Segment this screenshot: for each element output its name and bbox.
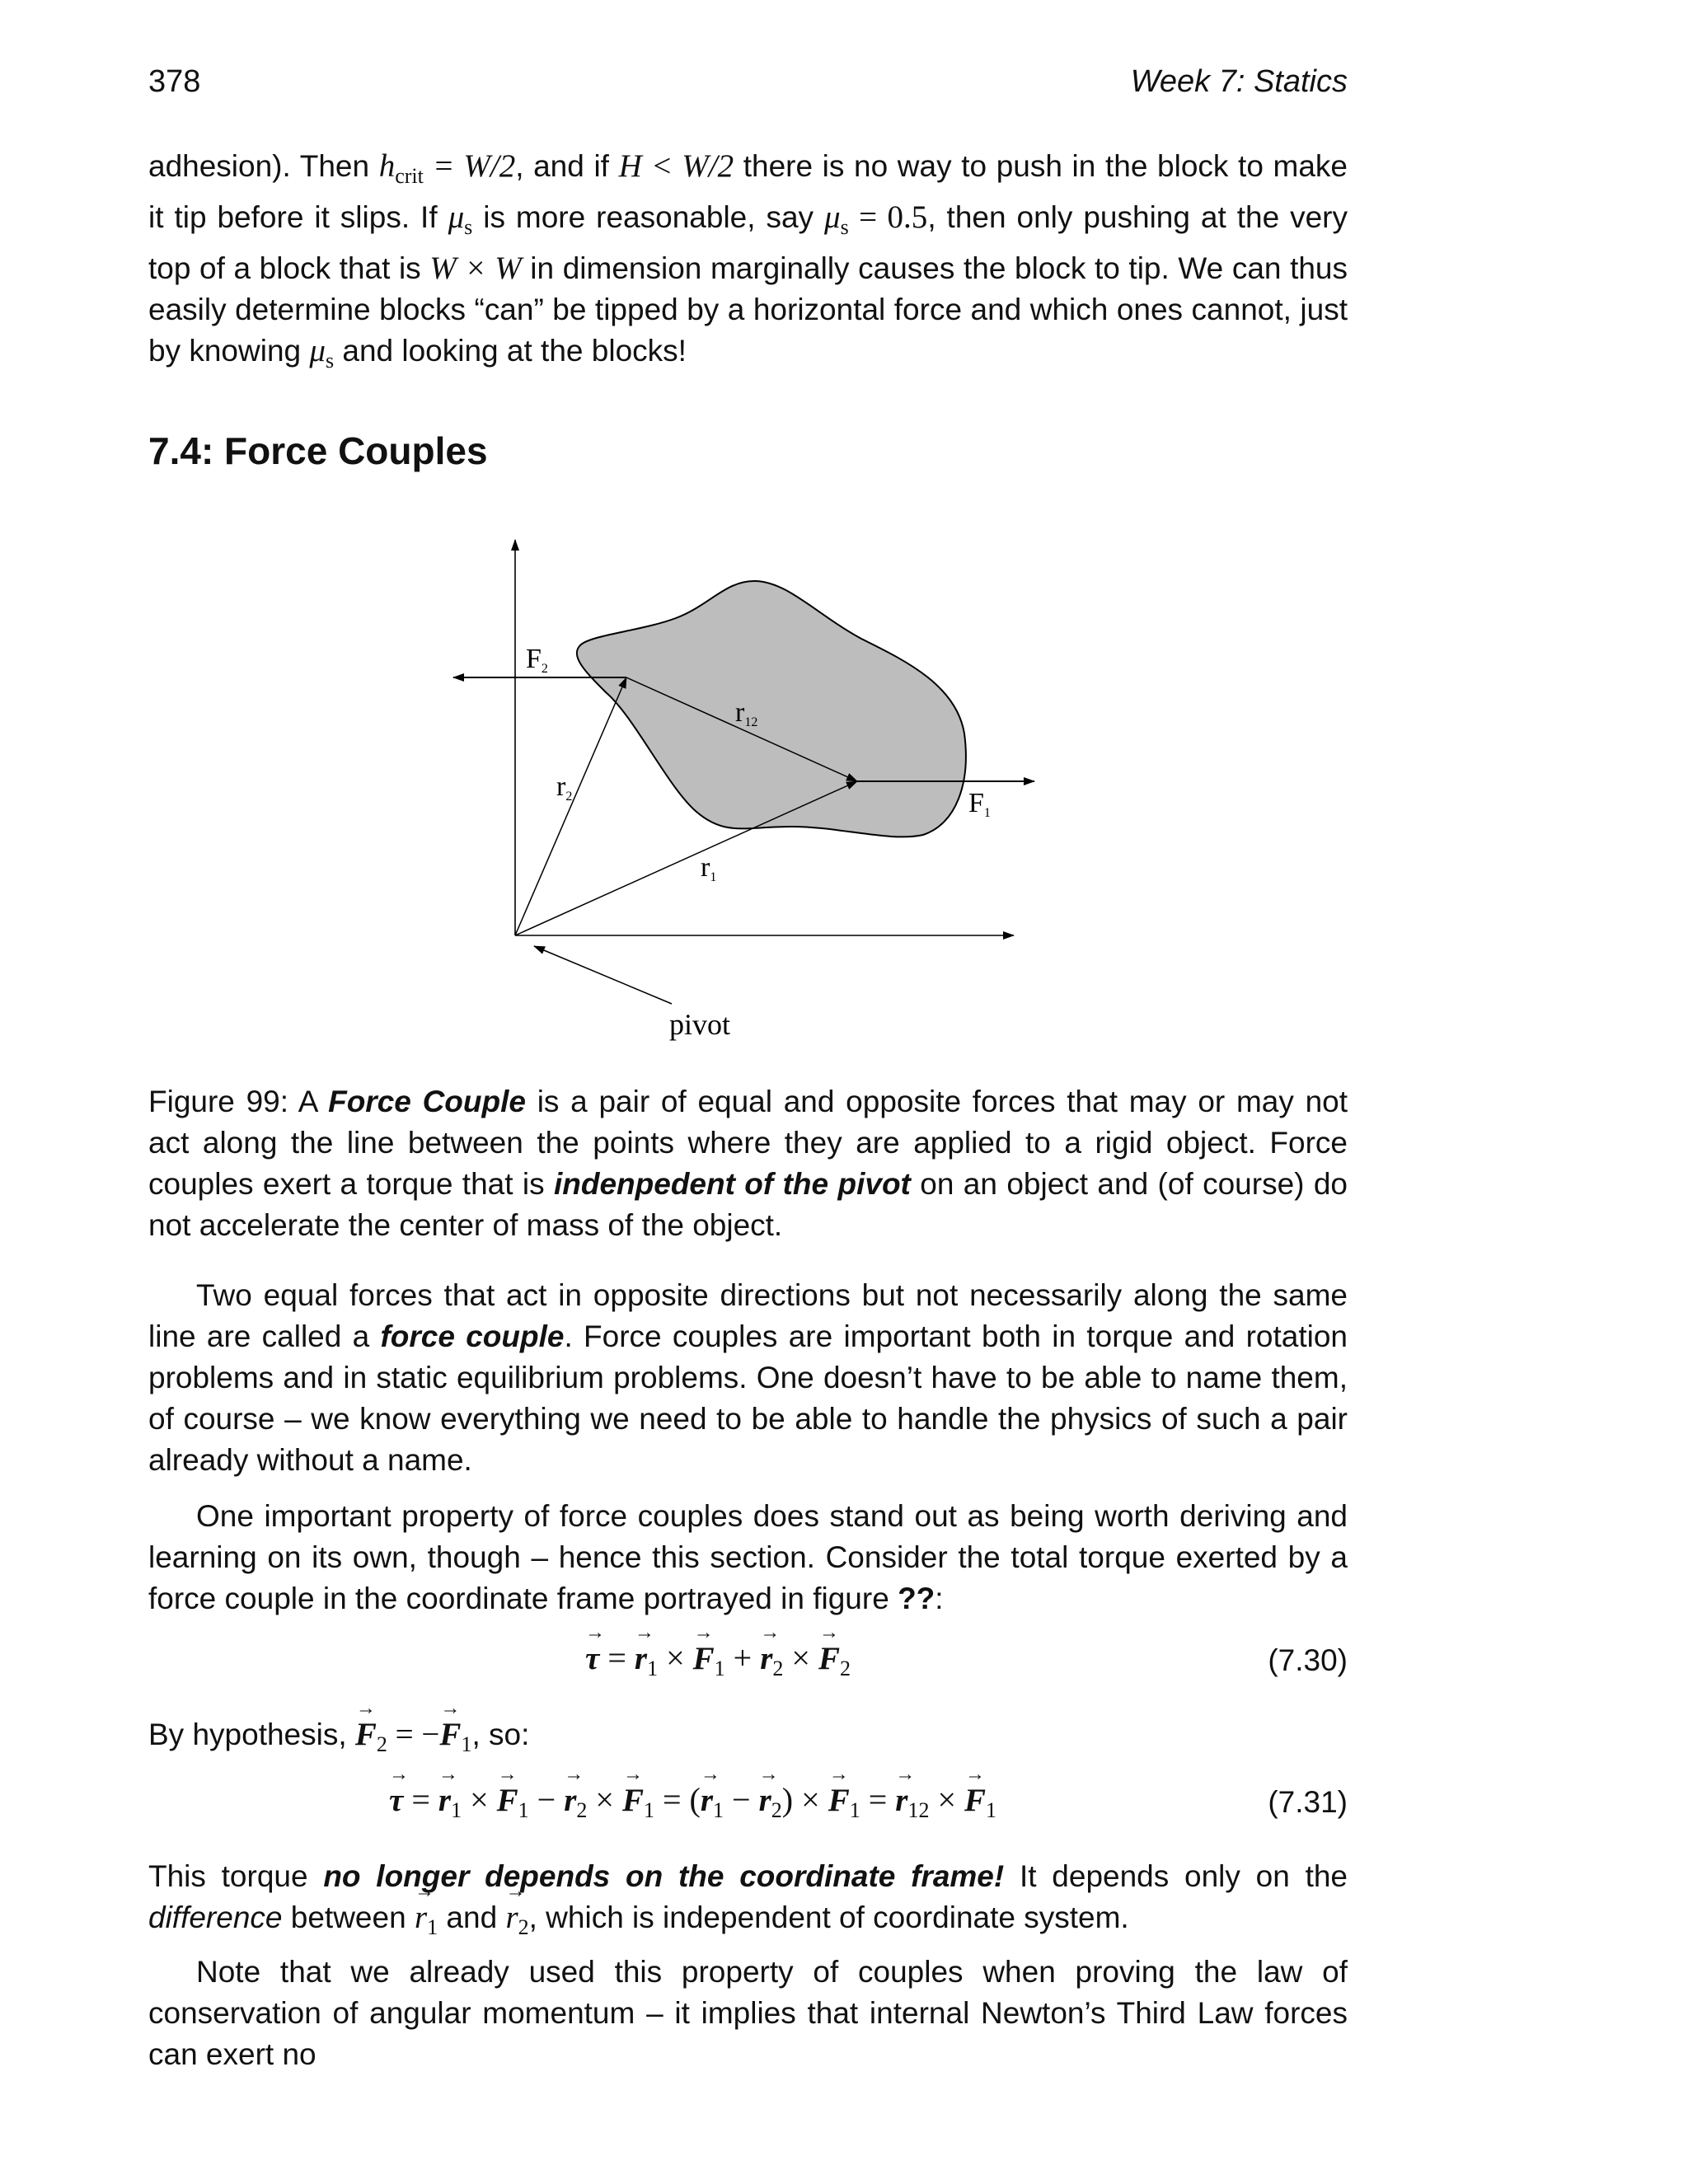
math: −	[724, 1781, 759, 1818]
math: → r	[635, 1641, 647, 1676]
math-mu: μ	[309, 333, 326, 368]
running-title: Week 7: Statics	[1130, 64, 1348, 99]
math-mu: μ	[448, 199, 465, 235]
math: → r	[505, 1900, 518, 1935]
math-sub: 1	[451, 1798, 462, 1822]
vector-r1	[515, 781, 857, 935]
text: is a pair of equal and opposite forces that may or may not act along the line between the points where they are applied to a rigid object. Force couples exert a torque that is	[148, 1085, 1348, 1201]
text: , which is independent of coordinate system.	[528, 1900, 1129, 1934]
paragraph-conservation: Note that we already used this property of couples when proving the law of conservation of angular momentum – it implies that internal Newton’s Third Law forces can exert no	[148, 1955, 1348, 2071]
paragraph-force-couple	[148, 1275, 1348, 1481]
text: is more reasonable, say	[472, 200, 825, 234]
math: → F	[355, 1717, 377, 1752]
text: One important property of force couples does stand out as being worth deriving and learning on its own, though – hence this section. Consider the total torque exerted by a force couple in the coordinate frame portrayed in figure	[148, 1499, 1348, 1615]
label-r12: r12	[735, 697, 758, 729]
math: =	[599, 1639, 635, 1676]
math: → F	[497, 1783, 518, 1818]
math-sub: 1	[461, 1732, 472, 1756]
text: This torque	[148, 1859, 324, 1893]
math: → F	[828, 1783, 850, 1818]
math: =	[860, 1781, 896, 1818]
caption-term: Force Couple	[328, 1085, 526, 1118]
equation-number: (7.30)	[1268, 1643, 1348, 1677]
equation-number: (7.31)	[1268, 1785, 1348, 1819]
math-sub: s	[325, 349, 335, 373]
math: ×	[587, 1781, 622, 1818]
pivot-pointer	[534, 946, 672, 1004]
force-couple-figure	[429, 527, 1055, 1055]
math: → F	[622, 1783, 644, 1818]
text: and	[438, 1900, 506, 1934]
text: adhesion). Then	[148, 149, 379, 183]
figure-caption	[148, 1081, 1348, 1246]
math-sub: 1	[643, 1798, 654, 1822]
math-sub: 1	[518, 1798, 529, 1822]
math: ×	[462, 1781, 497, 1818]
vector-r2	[515, 677, 626, 935]
math-h: h	[378, 148, 396, 184]
math: → r	[759, 1783, 771, 1818]
math: → r	[701, 1783, 713, 1818]
math-sub: 2	[772, 1657, 784, 1680]
label-pivot: pivot	[669, 1008, 731, 1041]
label-f2: F2	[526, 644, 548, 676]
math-sub: 1	[427, 1915, 438, 1939]
math: (	[689, 1781, 701, 1818]
math-sub: 2	[376, 1732, 387, 1756]
math: H < W/2	[618, 148, 734, 184]
math-sub: 2	[518, 1915, 529, 1939]
math: ×	[658, 1639, 693, 1676]
text: and looking at the blocks!	[334, 334, 687, 368]
math: → r	[564, 1783, 576, 1818]
math: → r	[895, 1783, 907, 1818]
text: , so:	[471, 1718, 530, 1751]
math-sub: s	[840, 215, 849, 239]
math: → F	[964, 1783, 986, 1818]
figure-reference: ??	[898, 1582, 935, 1615]
math: = −	[387, 1717, 440, 1752]
intro-paragraph	[148, 146, 1348, 382]
label-r1: r1	[701, 852, 717, 884]
text: :	[935, 1582, 944, 1615]
math-sub: s	[464, 215, 473, 239]
label-f1: F1	[968, 788, 991, 820]
text: Figure 99: A	[148, 1085, 329, 1118]
paragraph-frame-independence	[148, 1856, 1348, 1948]
math-mu: μ	[824, 199, 841, 235]
math: → τ	[585, 1641, 599, 1676]
math: = W/2	[423, 148, 516, 184]
math-sub: 1	[986, 1798, 997, 1822]
math-sub: 2	[771, 1798, 782, 1822]
text: Two equal forces that act in opposite directions but not necessarily along the same line are called a	[148, 1278, 1348, 1353]
equation-7-31	[148, 1780, 1348, 1830]
math-sub: 1	[849, 1798, 860, 1822]
text: , then only pushing at the very top of a block that is	[148, 200, 1348, 285]
equation-body	[389, 1780, 996, 1823]
text: there is no way to push in the block to make it tip before it slips. If	[148, 149, 1348, 234]
page-header	[148, 64, 1348, 105]
math-sub: 2	[839, 1657, 851, 1680]
page-number: 378	[148, 64, 201, 99]
math: W × W	[429, 251, 522, 286]
math: =	[654, 1781, 690, 1818]
text: in dimension marginally causes the block to tip. We can thus easily determine blocks “can” be tipped by a horizontal force and which ones cannot, just by knowing	[148, 251, 1348, 368]
math: =	[403, 1781, 438, 1818]
rigid-body-blob	[577, 581, 966, 837]
math: ×	[783, 1639, 818, 1676]
math-sub: 1	[647, 1657, 659, 1680]
term: force couple	[380, 1319, 565, 1353]
math: ×	[929, 1781, 965, 1818]
paragraph-property	[148, 1496, 1348, 1619]
text: between	[282, 1900, 415, 1934]
math: → τ	[389, 1783, 403, 1818]
math: → F	[818, 1641, 840, 1676]
text: . Force couples are important both in torque and rotation problems and in static equilibrium problems. One doesn’t have to be able to name them, of course – we know everything we need to be able to handle the physics of such a pair already without a name.	[148, 1319, 1348, 1477]
section-title: 7.4: Force Couples	[148, 429, 488, 472]
math-sub: crit	[395, 164, 424, 188]
text: on an object and (of course) do not accelerate the center of mass of the object.	[148, 1167, 1348, 1242]
text: By hypothesis,	[148, 1718, 355, 1751]
caption-emphasis: indenpedent of the pivot	[553, 1167, 911, 1201]
math-sub: 2	[576, 1798, 588, 1822]
text: , and if	[515, 149, 619, 183]
math-sub: 12	[907, 1798, 930, 1822]
math: ×	[793, 1781, 828, 1818]
math: → r	[415, 1900, 427, 1935]
math: −	[528, 1781, 565, 1818]
equation-7-30	[148, 1638, 1348, 1688]
italic-term: difference	[148, 1900, 283, 1934]
math: → r	[760, 1641, 772, 1676]
math-sub: 1	[713, 1798, 724, 1822]
emphasis: no longer depends on the coordinate frame!	[323, 1859, 1005, 1893]
math: +	[724, 1639, 761, 1676]
math-sub: 1	[714, 1657, 725, 1680]
math: → r	[438, 1783, 451, 1818]
math: → F	[693, 1641, 715, 1676]
hypothesis-line	[148, 1714, 1348, 1765]
label-r2: r2	[556, 771, 573, 804]
math: = 0.5	[848, 199, 928, 235]
text: It depends only on the	[1004, 1859, 1348, 1893]
equation-body	[585, 1638, 851, 1681]
math: )	[781, 1781, 794, 1818]
math: → F	[439, 1717, 461, 1752]
